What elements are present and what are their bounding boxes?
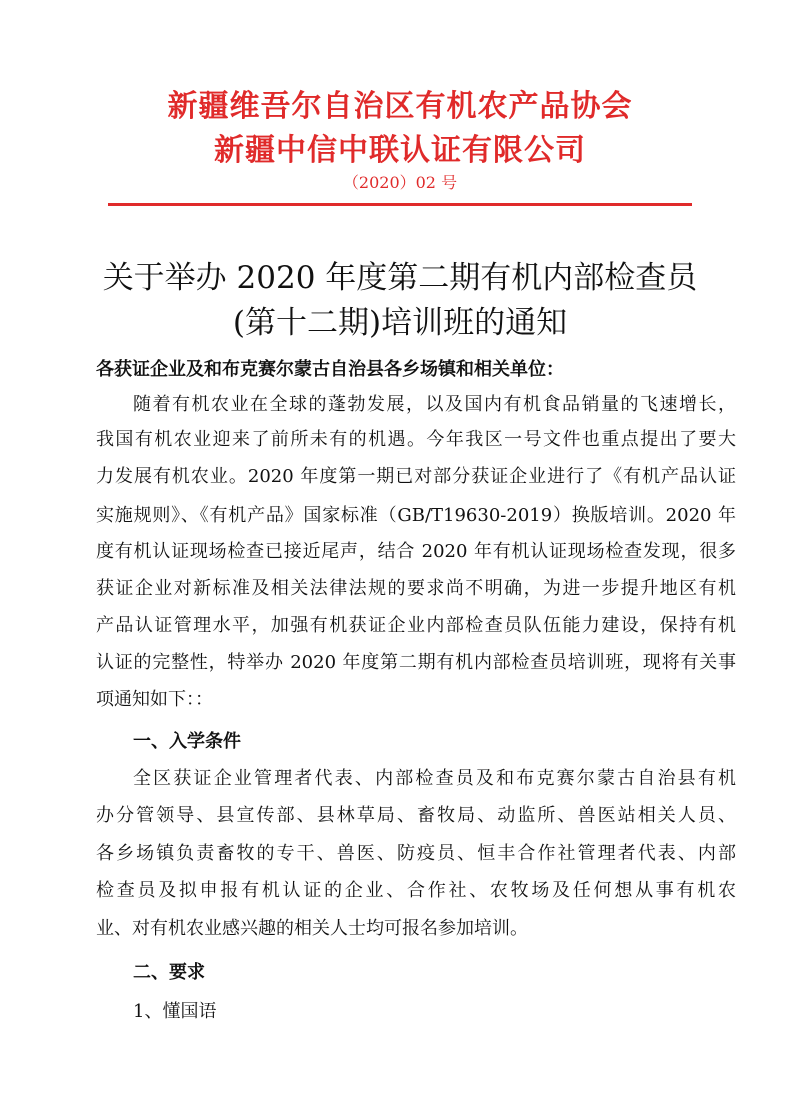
- intro-line: 实施规则》、《有机产品》国家标准（GB/T19630-2019）换版培训。2020 年: [96, 505, 736, 526]
- section-1-line: 全区获证企业管理者代表、内部检查员及和布克赛尔蒙古自治县有机: [133, 768, 736, 789]
- intro-line: 认证的完整性，特举办 2020 年度第二期有机内部检查员培训班，现将有关事: [96, 652, 736, 673]
- intro-line: 项通知如下：：: [96, 689, 213, 710]
- intro-line: 力发展有机农业。2020 年度第一期已对部分获证企业进行了《有机产品认证: [96, 466, 736, 487]
- intro-line: 获证企业对新标准及相关法律法规的要求尚不明确，为进一步提升地区有机: [96, 578, 736, 599]
- document-title-line-2: (第十二期)培训班的通知: [232, 305, 568, 341]
- red-header-divider: [108, 203, 692, 206]
- intro-line: 我国有机农业迎来了前所未有的机遇。今年我区一号文件也重点提出了要大: [96, 429, 736, 450]
- issuer-org-1: 新疆维吾尔自治区有机农产品协会: [167, 89, 633, 124]
- salutation: 各获证企业及和布克赛尔蒙古自治县各乡场镇和相关单位：: [96, 359, 564, 380]
- section-2-item-1: 1、懂国语: [133, 1001, 217, 1022]
- section-1-line: 各乡场镇负责畜牧的专干、兽医、防疫员、恒丰合作社管理者代表、内部: [96, 843, 736, 864]
- document-title-line-1: 关于举办 2020 年度第二期有机内部检查员: [102, 260, 698, 296]
- section-2-heading: 二、要求: [133, 962, 205, 983]
- section-1-line: 业、对有机农业感兴趣的相关人士均可报名参加培训。: [96, 918, 528, 939]
- issuer-org-2: 新疆中信中联认证有限公司: [214, 133, 586, 168]
- intro-line: 产品认证管理水平，加强有机获证企业内部检查员队伍能力建设，保持有机: [96, 615, 736, 636]
- section-1-line: 检查员及拟申报有机认证的企业、合作社、农牧场及任何想从事有机农: [96, 880, 736, 901]
- document-number: （2020）02 号: [342, 173, 458, 192]
- section-1-heading: 一、入学条件: [133, 731, 241, 752]
- intro-line: 随着有机农业在全球的蓬勃发展，以及国内有机食品销量的飞速增长，: [133, 394, 736, 415]
- intro-line: 度有机认证现场检查已接近尾声，结合 2020 年有机认证现场检查发现，很多: [96, 541, 736, 562]
- section-1-line: 办分管领导、县宣传部、县林草局、畜牧局、动监所、兽医站相关人员、: [96, 805, 736, 826]
